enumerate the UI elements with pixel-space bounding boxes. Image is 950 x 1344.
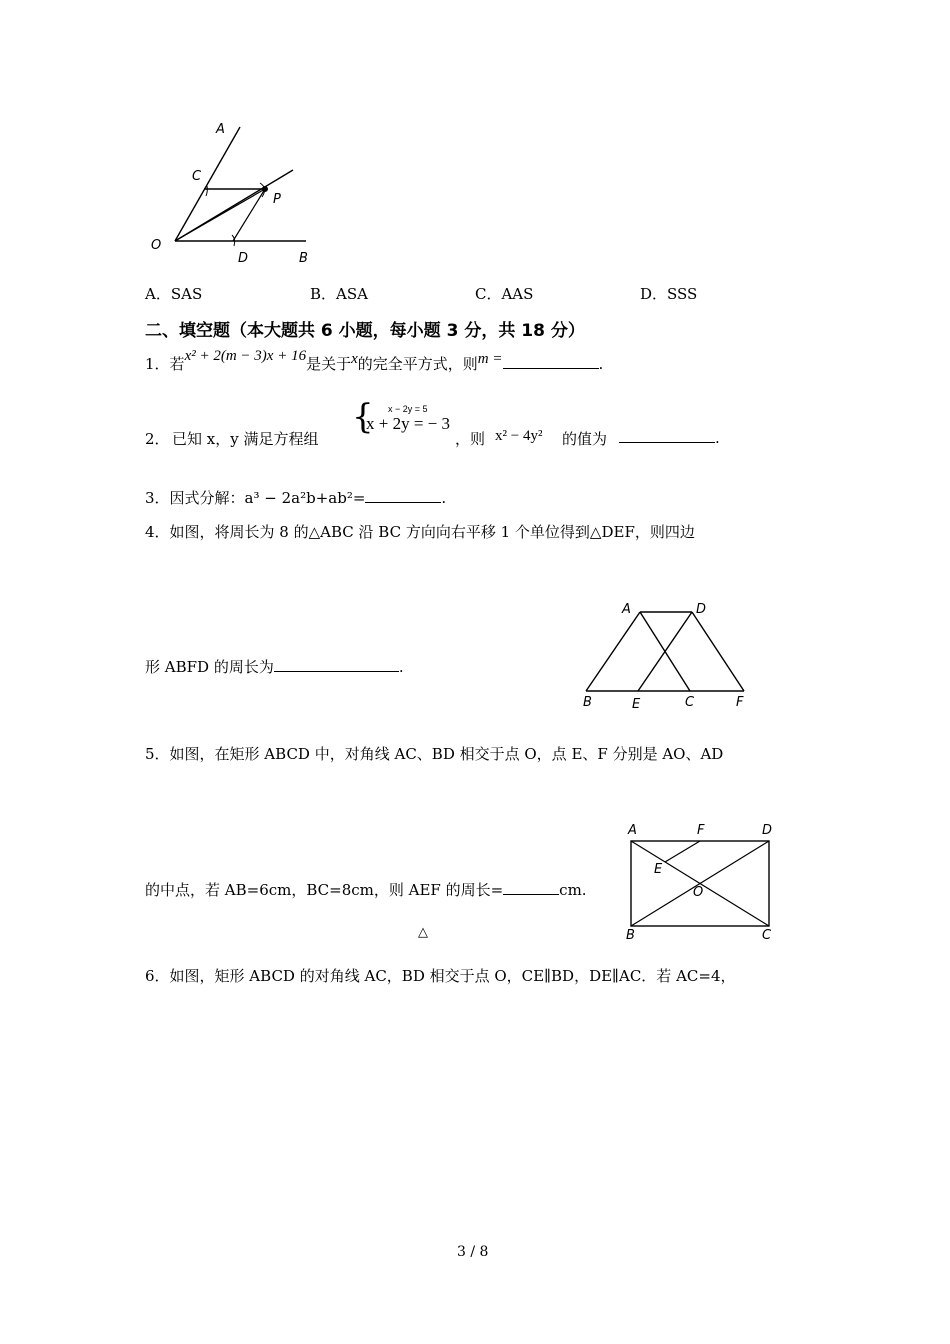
q5-label-o: O bbox=[693, 885, 704, 900]
q5-label-b: B bbox=[626, 928, 635, 943]
q4-line1: 4．如图，将周长为 8 的△ABC 沿 BC 方向向右平移 1 个单位得到△DEF，则四边 bbox=[145, 523, 695, 541]
q3-end: . bbox=[441, 489, 447, 507]
q5-label-e: E bbox=[654, 862, 663, 877]
choice-b: B．ASA bbox=[310, 285, 368, 303]
q5-line2: 的中点，若 AB=6cm，BC=8cm，则 AEF 的周长= bbox=[145, 881, 504, 899]
q2-pre: 已知 x，y 满足方程组 bbox=[172, 430, 319, 448]
q5-label-d: D bbox=[762, 823, 773, 838]
q4-label-f: F bbox=[736, 695, 744, 710]
fig1-label-b: B bbox=[299, 251, 308, 266]
q5-triangle-symbol: △ bbox=[418, 925, 428, 940]
q2-post: 的值为 bbox=[562, 430, 608, 448]
q1-variable: x bbox=[351, 351, 358, 367]
q1-m-equals: m = bbox=[477, 351, 503, 367]
choice-c: C．AAS bbox=[475, 285, 534, 303]
q4-label-b: B bbox=[583, 695, 592, 710]
q4-label-c: C bbox=[685, 695, 695, 710]
q1-post: 的完全平方式，则 bbox=[357, 355, 478, 373]
fig1-label-o: O bbox=[151, 238, 162, 253]
q3-text: 3．因式分解：a³ − 2a²b+ab²= bbox=[145, 489, 366, 507]
q4-end: . bbox=[398, 658, 404, 676]
q2-equation-top: x − 2y = 5 bbox=[388, 404, 428, 414]
choice-a: A．SAS bbox=[145, 285, 203, 303]
q1-pre: 若 bbox=[169, 355, 185, 373]
q1-end: . bbox=[598, 355, 604, 373]
q2-equation-bottom: x + 2y = − 3 bbox=[366, 414, 451, 433]
choice-d: D．SSS bbox=[640, 285, 698, 303]
fig1-label-d: D bbox=[238, 251, 249, 266]
q2-mid: ，则 bbox=[455, 430, 486, 448]
q5-unit: cm. bbox=[559, 881, 587, 899]
q1-number: 1． bbox=[145, 355, 170, 373]
q5-label-c: C bbox=[762, 928, 772, 943]
q5-line1: 5．如图，在矩形 ABCD 中，对角线 AC、BD 相交于点 O，点 E、F 分别是 AO、AD bbox=[145, 745, 724, 763]
q4-label-a: A bbox=[622, 602, 631, 617]
q2-expression: x² − 4y² bbox=[495, 428, 543, 444]
page-number: 3 / 8 bbox=[457, 1244, 489, 1260]
fig1-label-a: A bbox=[216, 122, 225, 137]
q4-line2: 形 ABFD 的周长为 bbox=[145, 658, 274, 676]
question-6: 6．如图，矩形 ABCD 的对角线 AC，BD 相交于点 O，CE∥BD，DE∥AC．若 AC=4， bbox=[145, 967, 736, 985]
q2-end: . bbox=[715, 429, 720, 447]
fig1-label-c: C bbox=[192, 169, 202, 184]
fig1-label-p: P bbox=[273, 192, 281, 207]
q4-label-d: D bbox=[696, 602, 707, 617]
q2-brace: { bbox=[352, 397, 374, 437]
q5-label-f: F bbox=[697, 823, 705, 838]
q1-mid: 是关于 bbox=[306, 355, 352, 373]
q5-label-a: A bbox=[628, 823, 637, 838]
q4-label-e: E bbox=[632, 697, 641, 712]
section-title: 二、填空题（本大题共 6 小题，每小题 3 分，共 18 分） bbox=[145, 321, 585, 341]
q1-expression: x² + 2(m − 3)x + 16 bbox=[184, 348, 307, 364]
q2-number: 2． bbox=[145, 430, 170, 448]
